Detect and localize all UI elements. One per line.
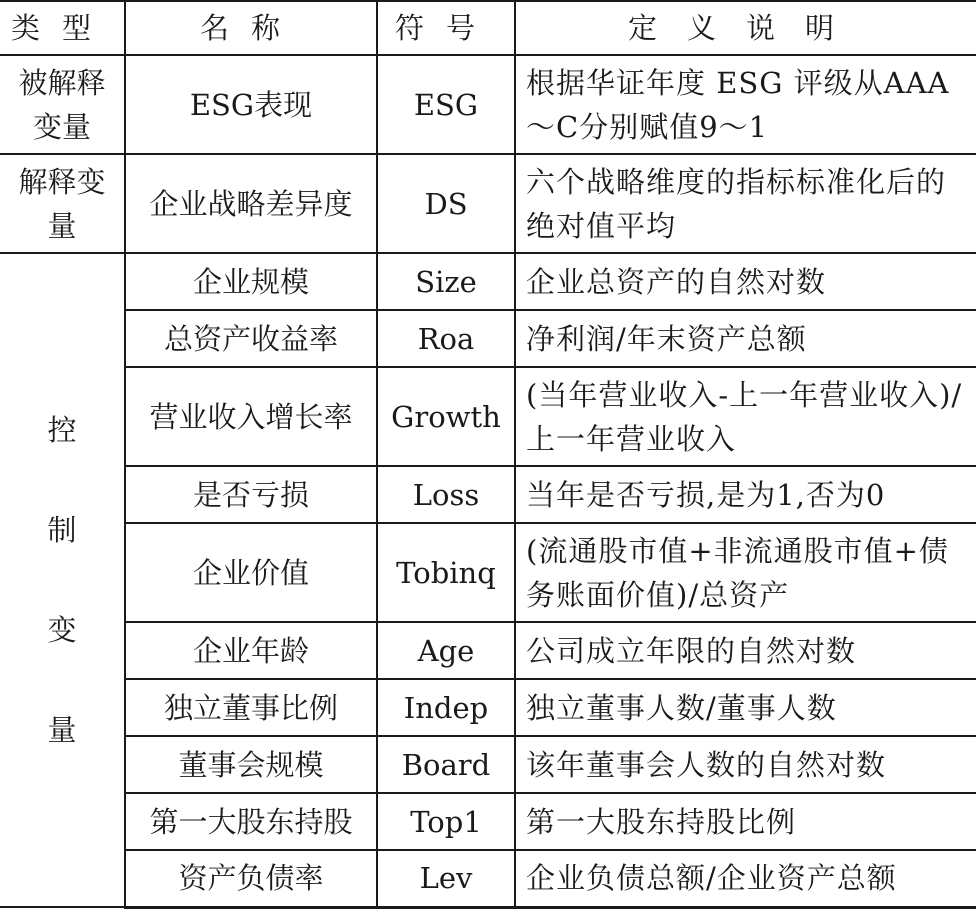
variable-symbol-cell: Indep xyxy=(377,679,515,736)
header-name: 名称 xyxy=(125,1,377,55)
variable-name-cell: 企业规模 xyxy=(125,253,377,310)
variable-definition-cell: 第一大股东持股比例 xyxy=(515,793,976,850)
variable-symbol-cell: Roa xyxy=(377,310,515,367)
header-definition: 定义说明 xyxy=(515,1,976,55)
variable-definition-cell: 企业负债总额/企业资产总额 xyxy=(515,850,976,907)
table-body xyxy=(0,55,976,907)
variable-symbol-cell: Lev xyxy=(377,850,515,907)
table-row xyxy=(0,523,976,622)
table-row xyxy=(0,850,976,907)
variable-name-cell: 资产负债率 xyxy=(125,850,377,907)
variable-name-cell: 第一大股东持股 xyxy=(125,793,377,850)
variable-definition-cell: 该年董事会人数的自然对数 xyxy=(515,736,976,793)
header-symbol: 符号 xyxy=(377,1,515,55)
control-type-char: 控 xyxy=(47,413,77,447)
variable-definition-cell: 六个战略维度的指标标准化后的绝对值平均 xyxy=(515,154,976,253)
variable-name-cell: 是否亏损 xyxy=(125,466,377,523)
variable-definition-cell: (当年营业收入-上一年营业收入)/上一年营业收入 xyxy=(515,367,976,466)
table-row xyxy=(0,55,976,154)
control-type-char: 制 xyxy=(47,513,77,547)
table-row xyxy=(0,622,976,679)
control-type-char: 量 xyxy=(47,713,77,747)
control-type-cell xyxy=(0,253,125,907)
table-row xyxy=(0,253,976,310)
variable-name-cell: 独立董事比例 xyxy=(125,679,377,736)
variable-definition-cell: 当年是否亏损,是为1,否为0 xyxy=(515,466,976,523)
header-type: 类型 xyxy=(0,1,125,55)
variable-definition-cell: 公司成立年限的自然对数 xyxy=(515,622,976,679)
variable-name-cell: 营业收入增长率 xyxy=(125,367,377,466)
variable-definition-cell: 企业总资产的自然对数 xyxy=(515,253,976,310)
variable-name-cell: ESG表现 xyxy=(125,55,377,154)
table-header xyxy=(0,1,976,55)
variable-symbol-cell: Size xyxy=(377,253,515,310)
table-row xyxy=(0,154,976,253)
dependent-type-cell: 被解释变量 xyxy=(0,55,125,154)
independent-type-cell: 解释变量 xyxy=(0,154,125,253)
variable-definition-cell: (流通股市值+非流通股市值+债务账面价值)/总资产 xyxy=(515,523,976,622)
table-row xyxy=(0,679,976,736)
variable-symbol-cell: ESG xyxy=(377,55,515,154)
variable-symbol-cell: Growth xyxy=(377,367,515,466)
table-row xyxy=(0,466,976,523)
table-row xyxy=(0,367,976,466)
variable-name-cell: 企业价值 xyxy=(125,523,377,622)
variable-symbol-cell: Age xyxy=(377,622,515,679)
table-row xyxy=(0,310,976,367)
variable-symbol-cell: Loss xyxy=(377,466,515,523)
variable-symbol-cell: DS xyxy=(377,154,515,253)
variable-name-cell: 企业年龄 xyxy=(125,622,377,679)
control-type-label xyxy=(10,380,114,780)
variable-definition-cell: 独立董事人数/董事人数 xyxy=(515,679,976,736)
header-row xyxy=(0,1,976,55)
variable-name-cell: 总资产收益率 xyxy=(125,310,377,367)
variable-name-cell: 企业战略差异度 xyxy=(125,154,377,253)
variable-definition-cell: 净利润/年末资产总额 xyxy=(515,310,976,367)
table-row xyxy=(0,793,976,850)
variable-symbol-cell: Tobinq xyxy=(377,523,515,622)
variable-definition-cell: 根据华证年度 ESG 评级从AAA～C分别赋值9～1 xyxy=(515,55,976,154)
variable-name-cell: 董事会规模 xyxy=(125,736,377,793)
table-row xyxy=(0,736,976,793)
variable-symbol-cell: Board xyxy=(377,736,515,793)
variable-symbol-cell: Top1 xyxy=(377,793,515,850)
control-type-char: 变 xyxy=(47,613,77,647)
